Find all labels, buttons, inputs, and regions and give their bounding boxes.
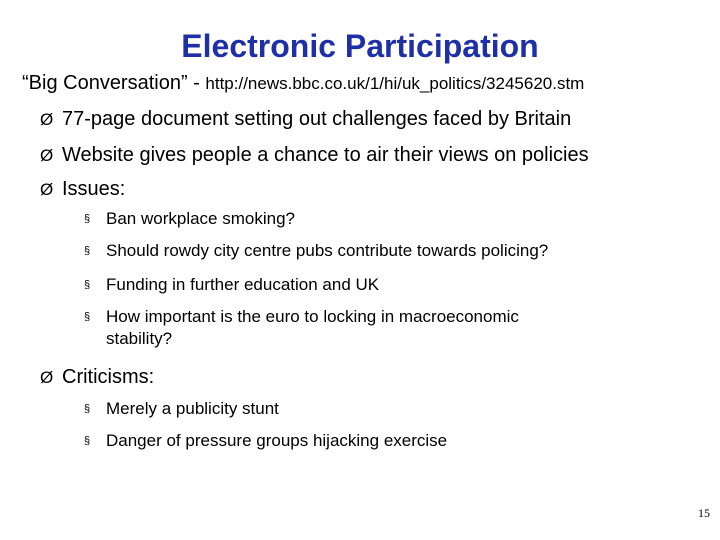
section-bullet-icon: § [84, 435, 91, 447]
sub-bullet-text: Ban workplace smoking? [106, 209, 295, 228]
sub-bullet-text: Merely a publicity stunt [106, 399, 279, 418]
bullet-point [40, 106, 571, 133]
section-bullet-icon: § [84, 279, 91, 291]
sub-bullet [84, 208, 295, 230]
arrow-bullet-icon: Ø [40, 110, 54, 129]
section-bullet-icon: § [84, 403, 91, 415]
bullet-point [40, 176, 125, 203]
sub-bullet [84, 306, 519, 349]
page-number: 15 [698, 506, 710, 520]
intro-quote: “Big Conversation” - [22, 72, 206, 94]
sub-bullet [84, 240, 548, 262]
slide-title: Electronic Participation [181, 28, 539, 64]
bullet-text: Criticisms: [62, 366, 155, 388]
bullet-text: Website gives people a chance to air their views on policies [62, 144, 589, 166]
sub-bullet-text: Danger of pressure groups hijacking exercise [106, 431, 448, 450]
section-bullet-icon: § [84, 213, 91, 225]
intro-url[interactable]: http://news.bbc.co.uk/1/hi/uk_politics/3245620.stm [205, 74, 585, 93]
bullet-point [40, 142, 589, 169]
sub-bullet [84, 430, 447, 452]
sub-bullet [84, 398, 279, 420]
bullet-text: 77-page document setting out challenges faced by Britain [62, 108, 572, 130]
arrow-bullet-icon: Ø [40, 368, 54, 387]
intro-line [22, 70, 584, 97]
sub-bullet-text: Funding in further education and UK [106, 275, 380, 294]
bullet-point [40, 364, 154, 391]
arrow-bullet-icon: Ø [40, 180, 54, 199]
bullet-text: Issues: [62, 178, 126, 200]
sub-bullet-text: How important is the euro to locking in macroeconomic [106, 307, 519, 326]
arrow-bullet-icon: Ø [40, 146, 54, 165]
sub-bullet [84, 274, 379, 296]
section-bullet-icon: § [84, 245, 91, 257]
section-bullet-icon: § [84, 311, 91, 323]
sub-bullet-continuation: stability? [106, 329, 173, 348]
sub-bullet-text: Should rowdy city centre pubs contribute towards policing? [106, 241, 549, 260]
